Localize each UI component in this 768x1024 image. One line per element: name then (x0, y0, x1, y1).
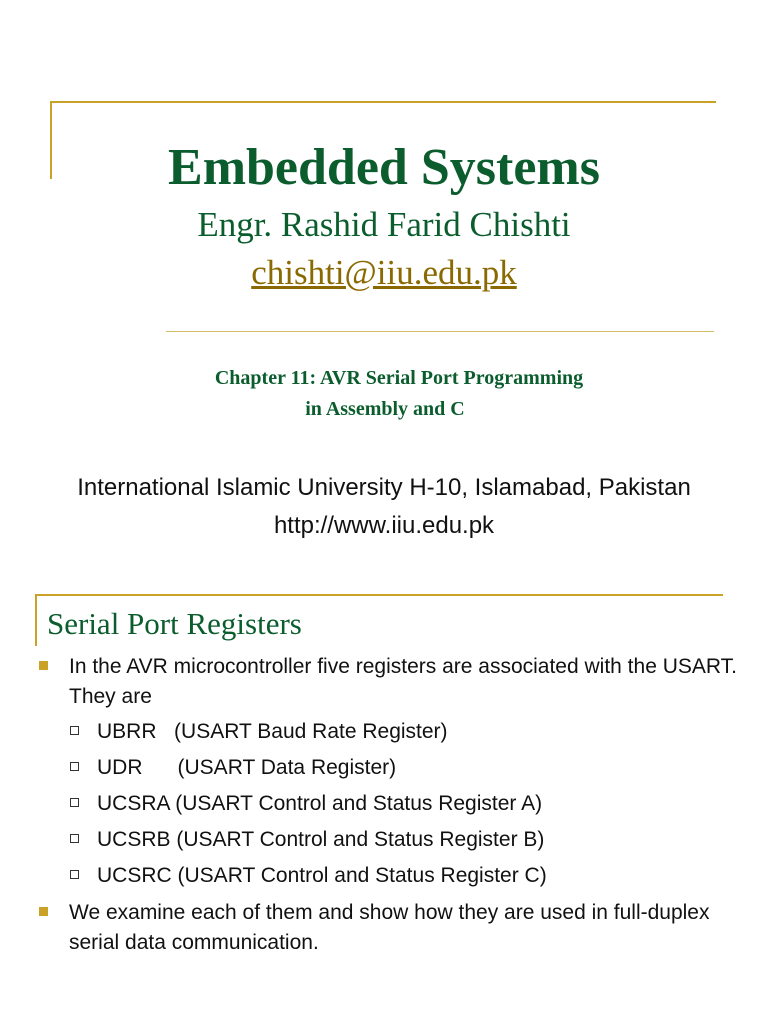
register-name: UDR (97, 756, 143, 779)
square-bullet-icon (39, 907, 48, 916)
institution-name: International Islamic University H-10, Islamabad, Pakistan (77, 474, 691, 501)
bullet-list (0, 652, 768, 958)
bullet-item (0, 652, 768, 712)
chapter-line-2: in Assembly and C (305, 398, 465, 420)
register-desc: (USART Control and Status Register A) (175, 792, 543, 815)
slide-title: Serial Port Registers (47, 606, 302, 641)
register-name: UCSRA (97, 792, 170, 815)
hollow-square-bullet-icon (70, 798, 79, 807)
decorative-top-rule (50, 101, 716, 103)
decorative-left-rule (35, 594, 37, 646)
register-desc: (USART Control and Status Register B) (176, 828, 545, 851)
author-email-link[interactable]: chishti@iiu.edu.pk (251, 253, 517, 292)
register-name: UCSRC (97, 864, 172, 887)
register-desc: (USART Data Register) (177, 756, 397, 779)
content-slide (0, 580, 768, 1024)
register-desc: (USART Control and Status Register C) (177, 864, 547, 887)
hollow-square-bullet-icon (70, 762, 79, 771)
author-name: Engr. Rashid Farid Chishti (197, 205, 571, 244)
register-name: UBRR (97, 720, 157, 743)
sub-bullet-item (0, 786, 768, 822)
register-desc: (USART Baud Rate Register) (174, 720, 448, 743)
chapter-subtitle (0, 363, 768, 425)
bullet-text: In the AVR microcontroller five registers are associated with the USART. They are (69, 655, 738, 708)
bullet-text: We examine each of them and show how they are used in full-duplex serial data communication. (69, 901, 710, 954)
bullet-item (0, 898, 768, 958)
sub-bullet-item (0, 714, 768, 750)
decorative-top-rule (35, 594, 723, 596)
sub-bullet-item (0, 822, 768, 858)
chapter-line-1: Chapter 11: AVR Serial Port Programming (214, 367, 584, 389)
square-bullet-icon (39, 661, 48, 670)
hollow-square-bullet-icon (70, 726, 79, 735)
hollow-square-bullet-icon (70, 834, 79, 843)
register-name: UCSRB (97, 828, 171, 851)
sub-bullet-item (0, 858, 768, 894)
sub-bullet-item (0, 750, 768, 786)
decorative-divider (166, 331, 714, 332)
slide-title: Embedded Systems (168, 139, 600, 196)
institution-website-link[interactable]: http://www.iiu.edu.pk (273, 512, 495, 539)
hollow-square-bullet-icon (70, 870, 79, 879)
